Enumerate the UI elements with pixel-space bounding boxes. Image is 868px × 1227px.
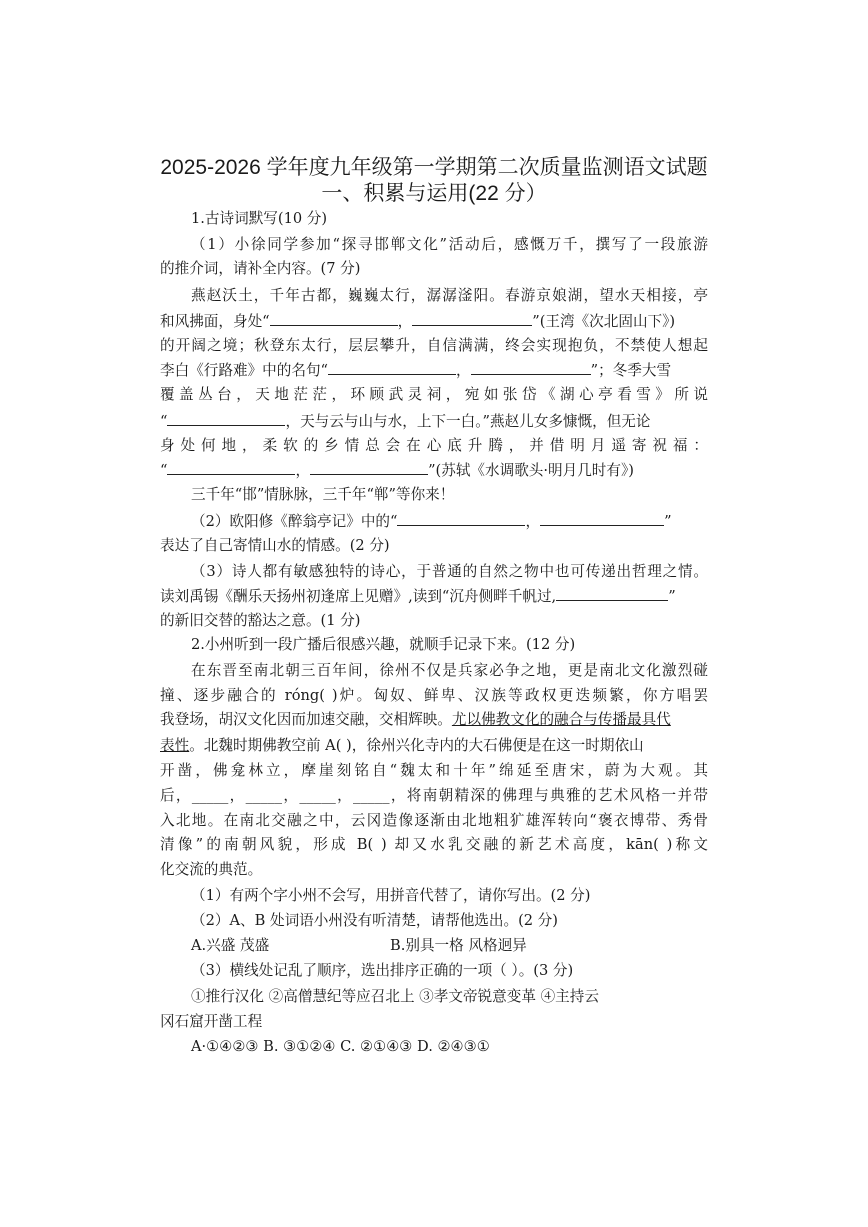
broadcast-text-line: 在东晋至南北朝三百年间，徐州不仅是兵家必争之地，更是南北文化激烈碰: [191, 662, 708, 679]
answer-blank[interactable]: [471, 359, 591, 375]
q2-subquestion-2: （2）A、B 处词语小州没有听清楚，请帮他选出。(2 分): [191, 912, 558, 929]
q2-subquestion-1: （1）有两个字小州不会写，用拼音代替了，请你写出。(2 分): [191, 887, 591, 904]
q2-option-b: B.别具一格 风格迥异: [390, 937, 527, 954]
q1-part3-prompt: （3）诗人都有敏感独特的诗心，于普通的自然之物中也可传递出哲理之情。: [191, 563, 708, 580]
answer-blank[interactable]: [270, 310, 398, 326]
q1-part3-prompt-cont: 读刘禹锡《酬乐天扬州初逢席上见赠》,读到“沉舟侧畔千帆过, ”: [160, 585, 708, 608]
passage-line: 燕赵沃土，千年古都，巍巍太行，潺潺滏阳。春游京娘湖，望水天相接，亭: [191, 287, 708, 304]
passage-line: 三千年“邯”情脉脉，三千年“郸”等你来！: [191, 486, 455, 503]
q2-ordering-items: ①推行汉化 ②高僧慧纪等应召北上 ③孝文帝锐意变革 ④主持云: [191, 988, 599, 1005]
q1-part2-prompt: （2）欧阳修《醉翁亭记》中的“ ， ”: [191, 510, 708, 533]
q2-option-a: A.兴盛 茂盛: [191, 937, 270, 954]
answer-blank[interactable]: [310, 459, 428, 475]
passage-line: 的开阔之境；秋登东太行，层层攀升，自信满满，终会实现抱负，不禁使人想起: [160, 337, 708, 354]
passage-line: 身处何地，柔软的乡情总会在心底升腾，并借明月遥寄祝福：: [160, 437, 708, 454]
q1-part2-prompt-cont: 表达了自己寄情山水的情感。(2 分): [160, 537, 390, 554]
passage-line-with-blanks: “ ，天与云与山与水，上下一白。”燕赵儿女多慷慨，但无论: [160, 410, 708, 433]
q2-answer-choices: A·①④②③ B. ③①②④ C. ②①④③ D. ②④③①: [191, 1038, 490, 1055]
section-heading: 一、积累与运用(22 分）: [321, 182, 547, 205]
q1-part1-intro: （1）小徐同学参加“探寻邯郸文化”活动后，感慨万千，撰写了一段旅游: [191, 236, 708, 253]
answer-blank[interactable]: [412, 310, 532, 326]
broadcast-text-line: 开凿，佛龛林立，摩崖刻铭自“魏太和十年”绵延至唐宋，蔚为大观。其: [160, 762, 708, 779]
answer-blank[interactable]: [556, 585, 668, 601]
broadcast-text-line: 清像”的南朝风貌，形成 B( ) 却又水乳交融的新艺术高度，kān( )称文: [160, 836, 708, 853]
broadcast-text-line: 后，_____，_____，_____，_____，将南朝精深的佛理与典雅的艺术风格一并带: [160, 787, 708, 804]
underlined-sentence: 尤以佛教文化的融合与传播最具代: [451, 711, 671, 728]
broadcast-text-line: 入北地。在南北交融之中，云冈造像逐渐由北地粗犷雄浑转向“褒衣博带、秀骨: [160, 812, 708, 829]
passage-line-with-blanks: 李白《行路难》中的名句“ ， ”；冬季大雪: [160, 359, 708, 382]
answer-blank[interactable]: [167, 459, 295, 475]
answer-blank[interactable]: [397, 510, 525, 526]
q2-heading: 2.小州听到一段广播后很感兴趣，就顺手记录下来。(12 分): [191, 636, 576, 653]
q1-part1-intro-cont: 的推介词，请补全内容。(7 分): [160, 260, 361, 277]
broadcast-text-line: 我登场，胡汉文化因而加速交融，交相辉映。尤以佛教文化的融合与传播最具代: [160, 711, 671, 728]
underlined-sentence-end: 表性: [160, 737, 190, 754]
broadcast-text-line: 撞、逐步融合的 róng( )炉。匈奴、鲜卑、汉族等政权更迭频繁，你方唱罢: [160, 687, 708, 704]
q2-subquestion-3: （3）横线处记乱了顺序，选出排序正确的一项（ ）。(3 分): [191, 962, 574, 979]
broadcast-text-line: 表性。北魏时期佛教空前 A( )，徐州兴化寺内的大石佛便是在这一时期依山: [160, 737, 644, 754]
answer-blank[interactable]: [328, 359, 456, 375]
exam-title: 2025-2026 学年度九年级第一学期第二次质量监测语文试题: [160, 156, 708, 179]
passage-line-with-blanks: 和风拂面，身处“ ， ”(王湾《次北固山下》): [160, 310, 708, 333]
passage-line-with-blanks: “ ， ”(苏轼《水调歌头·明月几时有》): [160, 459, 708, 482]
answer-blank[interactable]: [167, 410, 285, 426]
broadcast-text-line: 化交流的典范。: [160, 861, 263, 878]
q2-ordering-items-cont: 冈石窟开凿工程: [160, 1013, 263, 1030]
answer-blank[interactable]: [540, 510, 664, 526]
q1-part3-prompt-end: 的新旧交替的豁达之意。(1 分): [160, 612, 361, 629]
q1-heading: 1.古诗词默写(10 分): [191, 210, 328, 227]
passage-line: 覆盖丛台，天地茫茫，环顾武灵祠，宛如张岱《湖心亭看雪》所说: [160, 386, 708, 403]
